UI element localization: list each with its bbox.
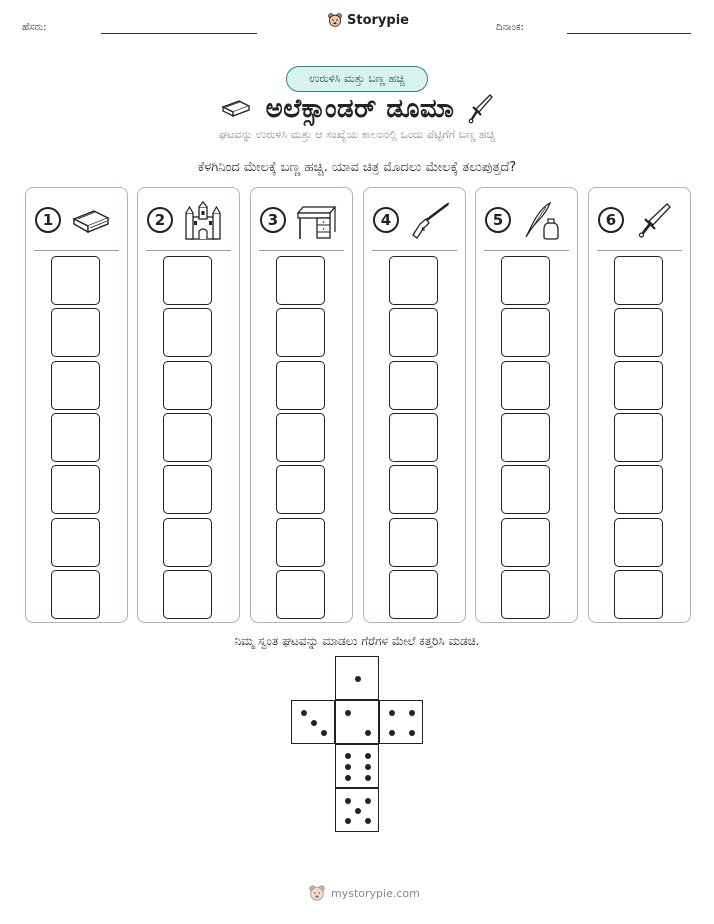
- column-number: 2: [147, 207, 173, 233]
- color-box[interactable]: [501, 570, 550, 619]
- date-field-line[interactable]: [567, 33, 691, 34]
- cut-instruction: ನಿಮ್ಮ ಸ್ವಂತ ಘಟವನ್ನು ಮಾಡಲು ಗೆರೆಗಳ ಮೇಲೆ ಕತ್ತರಿಸಿ ಮಡಚಿ.: [234, 634, 480, 648]
- color-box[interactable]: [51, 361, 100, 410]
- color-box[interactable]: [501, 518, 550, 567]
- die-face-3: [291, 700, 335, 744]
- name-field-line[interactable]: [101, 33, 257, 34]
- storypie-logo: [327, 12, 409, 28]
- castle-icon: [182, 201, 224, 241]
- die-face-5: [335, 788, 379, 832]
- die-face-2: [335, 700, 379, 744]
- column-divider: [484, 250, 569, 251]
- color-box[interactable]: [501, 256, 550, 305]
- column-number: 5: [485, 207, 511, 233]
- column-1: [25, 187, 128, 623]
- color-box[interactable]: [614, 256, 663, 305]
- column-divider: [259, 250, 344, 251]
- mascot-icon: [327, 12, 343, 28]
- color-box[interactable]: [51, 465, 100, 514]
- color-box[interactable]: [51, 570, 100, 619]
- color-box[interactable]: [51, 308, 100, 357]
- column-divider: [146, 250, 231, 251]
- color-box[interactable]: [276, 518, 325, 567]
- desk-icon: [295, 201, 337, 241]
- column-number: 6: [598, 207, 624, 233]
- column-number: 3: [260, 207, 286, 233]
- color-box[interactable]: [614, 518, 663, 567]
- page-title: ಅಲೆಕ್ಸಾಂಡರ್ ಡೂಮಾ: [265, 93, 455, 124]
- column-header: [476, 198, 577, 244]
- color-box[interactable]: [276, 570, 325, 619]
- column-header: [26, 198, 127, 244]
- sword-icon: [633, 201, 675, 241]
- column-divider: [34, 250, 119, 251]
- column-header: [589, 198, 690, 244]
- color-box[interactable]: [614, 465, 663, 514]
- footer-url[interactable]: mystorypie.com: [331, 886, 420, 900]
- column-number: 1: [35, 207, 61, 233]
- color-box[interactable]: [389, 570, 438, 619]
- title-row: [0, 90, 714, 128]
- color-box[interactable]: [276, 413, 325, 462]
- book-icon: [220, 98, 252, 120]
- column-3: [250, 187, 353, 623]
- color-box[interactable]: [501, 413, 550, 462]
- column-5: [475, 187, 578, 623]
- date-label: ದಿನಾಂಕ:: [496, 22, 524, 33]
- color-box[interactable]: [51, 256, 100, 305]
- color-box[interactable]: [501, 465, 550, 514]
- color-box[interactable]: [389, 256, 438, 305]
- instructions-subtitle: ಘಟವನ್ನು ಉರುಳಿಸಿ ಮತ್ತು ಆ ಸಂಖ್ಯೆಯ ಕಾಲಂನಲ್ಲಿ ಒಂದು ಪೆಟ್ಟಿಗೆಗೆ ಬಣ್ಣ ಹಚ್ಚಿ: [218, 128, 496, 141]
- die-face-1: [335, 656, 379, 700]
- color-box[interactable]: [389, 413, 438, 462]
- quill-inkpot-icon: [520, 201, 562, 241]
- column-number: 4: [373, 207, 399, 233]
- die-face-6: [335, 744, 379, 788]
- color-box[interactable]: [276, 256, 325, 305]
- column-6: [588, 187, 691, 623]
- color-box[interactable]: [163, 465, 212, 514]
- column-2: [137, 187, 240, 623]
- musket-icon: [408, 201, 450, 241]
- column-divider: [597, 250, 682, 251]
- color-box[interactable]: [163, 361, 212, 410]
- color-box[interactable]: [276, 465, 325, 514]
- mascot-icon: [308, 884, 326, 902]
- color-box[interactable]: [614, 308, 663, 357]
- color-box[interactable]: [389, 308, 438, 357]
- color-box[interactable]: [389, 465, 438, 514]
- activity-badge: ಉರುಳಿಸಿ ಮತ್ತು ಬಣ್ಣ ಹಚ್ಚಿ: [286, 66, 428, 92]
- color-box[interactable]: [163, 518, 212, 567]
- color-box[interactable]: [614, 413, 663, 462]
- column-header: [138, 198, 239, 244]
- question-text: ಕೆಳಗಿನಿಂದ ಮೇಲಕ್ಕೆ ಬಣ್ಣ ಹಚ್ಚಿ. ಯಾವ ಚಿತ್ರ ಮೊದಲು ಮೇಲಕ್ಕೆ ತಲುಪುತ್ತದೆ?: [197, 160, 517, 175]
- color-box[interactable]: [614, 361, 663, 410]
- sword-icon: [468, 93, 494, 125]
- color-box[interactable]: [51, 413, 100, 462]
- color-box[interactable]: [276, 308, 325, 357]
- column-header: [251, 198, 352, 244]
- book-icon: [70, 201, 112, 241]
- color-box[interactable]: [389, 361, 438, 410]
- column-header: [364, 198, 465, 244]
- color-box[interactable]: [163, 413, 212, 462]
- color-box[interactable]: [389, 518, 438, 567]
- color-box[interactable]: [51, 518, 100, 567]
- name-label: ಹೆಸರು:: [22, 22, 47, 33]
- column-4: [363, 187, 466, 623]
- footer: [308, 884, 420, 902]
- color-box[interactable]: [276, 361, 325, 410]
- color-box[interactable]: [163, 256, 212, 305]
- die-face-4: [379, 700, 423, 744]
- column-divider: [372, 250, 457, 251]
- color-box[interactable]: [163, 308, 212, 357]
- color-box[interactable]: [163, 570, 212, 619]
- brand-name: Storypie: [347, 12, 409, 28]
- color-box[interactable]: [501, 361, 550, 410]
- color-box[interactable]: [501, 308, 550, 357]
- color-box[interactable]: [614, 570, 663, 619]
